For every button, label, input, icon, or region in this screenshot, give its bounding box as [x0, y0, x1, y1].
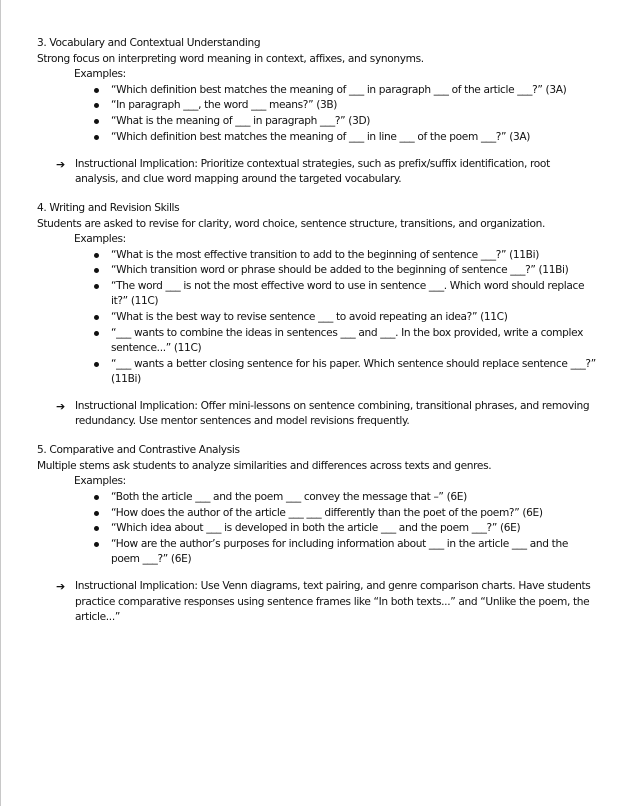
bullet-icon: [94, 331, 99, 336]
implication-text: Instructional Implication: Use Venn diagrams, text pairing, and genre comparison charts. Have students practice comparative responses using sentence frames like “In both texts...” and “Unlike the poem, the article...”: [75, 580, 591, 623]
arrow-right-icon: ➔: [56, 157, 65, 171]
section-writing-revision: [37, 201, 597, 429]
list-item: [111, 83, 597, 98]
list-item: [111, 326, 597, 356]
list-item: [111, 521, 597, 536]
bullet-icon: [94, 268, 99, 273]
section-title: 3. Vocabulary and Contextual Understanding: [37, 37, 261, 49]
example-text: “What is the best way to revise sentence ___ to avoid repeating an idea?” (11C): [111, 311, 508, 324]
examples-label: Examples:: [74, 68, 126, 80]
section-description: Multiple stems ask students to analyze similarities and differences across texts and genres.: [37, 459, 492, 472]
bullet-icon: [94, 103, 99, 108]
bullet-icon: [94, 526, 99, 531]
bullet-icon: [94, 119, 99, 124]
section-description: Strong focus on interpreting word meaning in context, affixes, and synonyms.: [37, 52, 424, 65]
list-item: [111, 248, 597, 263]
list-item: [111, 490, 597, 505]
bullet-icon: [94, 362, 99, 367]
example-text: “What is the most effective transition to add to the beginning of sentence ___?” (11Bi): [111, 248, 539, 261]
instructional-implication: [37, 157, 595, 187]
example-text: “How does the author of the article ___ ___ differently than the poet of the poem?” (6E): [111, 506, 543, 519]
bullet-icon: [94, 135, 99, 140]
list-item: [111, 98, 597, 113]
arrow-right-icon: ➔: [56, 580, 65, 594]
implication-text: Instructional Implication: Offer mini-lessons on sentence combining, transitional phrases, and removing redundancy. Use mentor sentences and model revisions frequently.: [75, 400, 590, 428]
list-item: [111, 357, 597, 387]
example-text: “___ wants to combine the ideas in sentences ___ and ___. In the box provided, write a complex sentence...” (11C): [111, 326, 584, 354]
examples-label: Examples:: [74, 233, 126, 246]
example-text: “The word ___ is not the most effective word to use in sentence ___. Which word should replace it?” (11C): [111, 280, 585, 308]
page-edge: [0, 0, 1, 806]
example-text: “Which transition word or phrase should be added to the beginning of sentence ___?” (11Bi): [111, 264, 569, 277]
example-text: “Which idea about ___ is developed in both the article ___ and the poem ___?” (6E): [111, 522, 521, 535]
section-title: 4. Writing and Revision Skills: [37, 202, 180, 215]
bullet-icon: [94, 88, 99, 93]
list-item: [111, 130, 597, 145]
instructional-implication: [37, 399, 595, 429]
arrow-right-icon: ➔: [56, 400, 65, 414]
example-text: “Which definition best matches the meaning of ___ in line ___ of the poem ___?” (3A): [111, 130, 531, 143]
bullet-icon: [94, 315, 99, 320]
section-comparative-analysis: [37, 443, 597, 625]
list-item: [111, 114, 597, 129]
examples-list: [37, 83, 597, 145]
section-title: 5. Comparative and Contrastive Analysis: [37, 444, 240, 457]
example-text: “Both the article ___ and the poem ___ convey the message that –” (6E): [111, 490, 467, 503]
example-text: “___ wants a better closing sentence for his paper. Which sentence should replace sentence ___?” (11Bi): [111, 357, 596, 385]
examples-list: [37, 248, 597, 387]
bullet-icon: [94, 495, 99, 500]
bullet-icon: [94, 511, 99, 516]
example-text: “What is the meaning of ___ in paragraph ___?” (3D): [111, 114, 371, 127]
list-item: [111, 537, 597, 567]
examples-list: [37, 490, 597, 568]
list-item: [111, 279, 597, 309]
example-text: “Which definition best matches the meaning of ___ in paragraph ___ of the article ___?” (3A): [111, 83, 567, 96]
implication-text: Instructional Implication: Prioritize contextual strategies, such as prefix/suffix identification, root analysis, and clue word mapping around the targeted vocabulary.: [75, 157, 550, 186]
bullet-icon: [94, 253, 99, 258]
section-vocabulary: [37, 36, 597, 187]
instructional-implication: [37, 579, 595, 625]
list-item: [111, 263, 597, 278]
bullet-icon: [94, 284, 99, 289]
example-text: “How are the author’s purposes for including information about ___ in the article ___ and the poem ___?” (6E): [111, 538, 568, 566]
examples-label: Examples:: [74, 475, 126, 488]
section-description: Students are asked to revise for clarity, word choice, sentence structure, transitions, and organization.: [37, 217, 545, 230]
list-item: [111, 506, 597, 521]
example-text: “In paragraph ___, the word ___ means?” (3B): [111, 99, 338, 112]
bullet-icon: [94, 542, 99, 547]
document-body: [37, 36, 597, 625]
list-item: [111, 310, 597, 325]
